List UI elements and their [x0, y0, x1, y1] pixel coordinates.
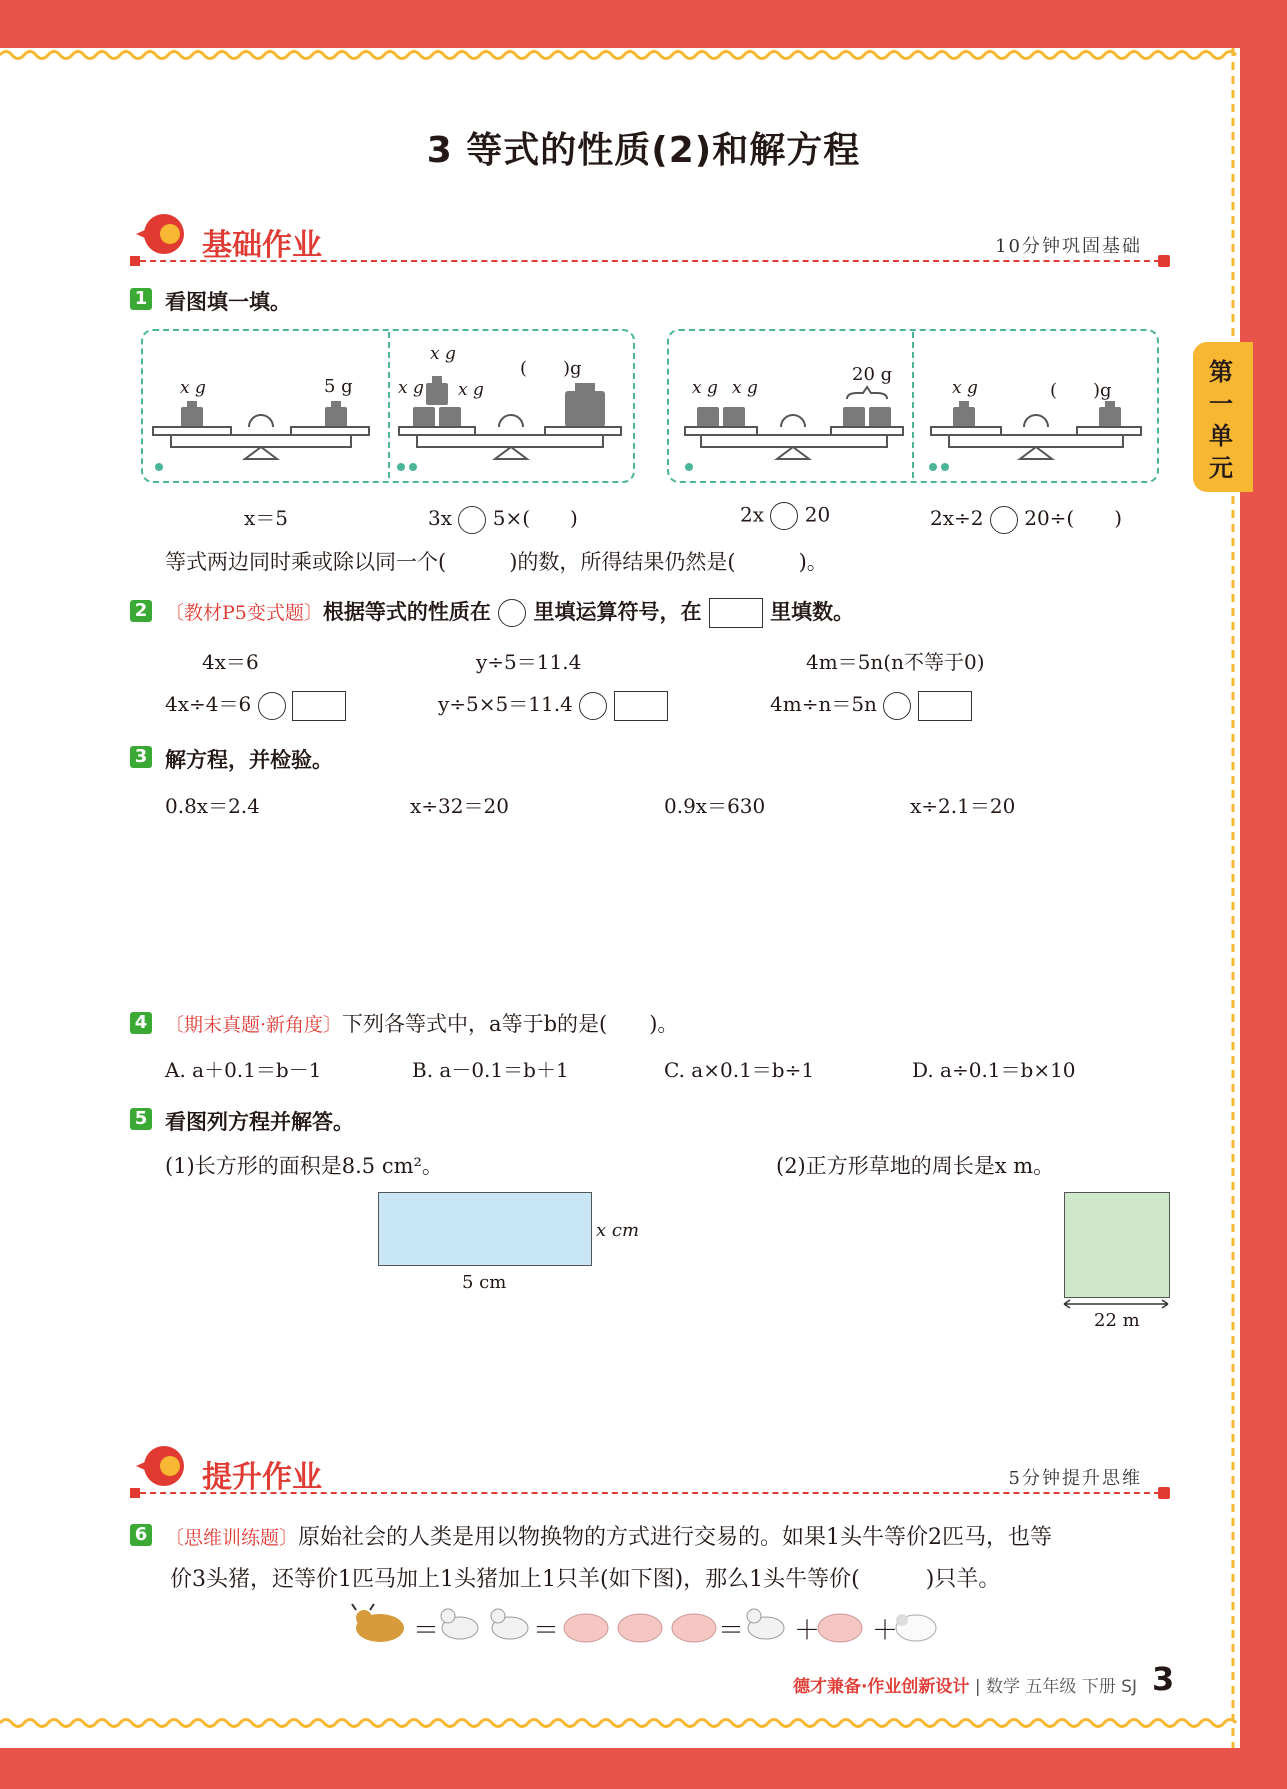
question-text: 解方程，并检验。 — [165, 748, 333, 772]
rectangle-figure — [378, 1192, 592, 1266]
equation-row — [740, 502, 830, 530]
choice-option[interactable]: B. a－0.1＝b＋1 — [412, 1058, 569, 1082]
number-box-blank[interactable] — [614, 691, 668, 721]
question-stem: 下列各等式中，a等于b的是( )。 — [342, 1012, 679, 1036]
pig-icon — [564, 1614, 608, 1642]
equation: x＝5 — [244, 506, 289, 530]
choice-option[interactable]: A. a＋0.1＝b－1 — [165, 1058, 322, 1082]
box-symbol — [709, 598, 763, 628]
sub-question: (1)长方形的面积是8.5 cm²。 — [165, 1154, 443, 1178]
question-number: 4 — [130, 1012, 152, 1034]
question-text — [165, 1008, 678, 1038]
weight-blank: ( )g — [520, 358, 582, 379]
choice-option[interactable]: D. a÷0.1＝b×10 — [912, 1058, 1076, 1082]
fill-row — [165, 688, 346, 721]
equation-to-solve: 0.8x＝2.4 — [165, 794, 260, 818]
weight-label: x g — [952, 378, 978, 398]
transformed-equation: 4m÷n＝5n — [770, 692, 877, 716]
weight-blank: ( )g — [1050, 380, 1112, 401]
equation-right: 5×( ) — [492, 506, 578, 530]
footer-brand: 德才兼备·作业创新设计 — [792, 1677, 970, 1697]
question-number: 3 — [130, 746, 152, 768]
ox-icon — [352, 1604, 404, 1642]
equation-row — [428, 502, 578, 534]
section-subtitle: 5分钟提升思维 — [1008, 1468, 1142, 1489]
section-label: 提升作业 — [202, 1460, 322, 1495]
operator-circle-blank[interactable] — [770, 502, 798, 530]
fill-row — [438, 688, 668, 721]
divider-line — [130, 260, 1170, 262]
page-title: 3 等式的性质(2)和解方程 — [426, 130, 861, 171]
pig-icon — [818, 1614, 862, 1642]
bottom-wave-border — [0, 1716, 1240, 1730]
operator-circle-blank[interactable] — [458, 506, 486, 534]
plus-sign: ＋ — [794, 1616, 821, 1646]
question-number: 5 — [130, 1108, 152, 1130]
circle-symbol — [498, 599, 526, 627]
weight-label: x g — [458, 380, 484, 400]
question-line: 原始社会的人类是用以物换物的方式进行交易的。如果1头牛等价2匹马，也等 — [298, 1525, 1053, 1550]
equation-left: 3x — [428, 506, 453, 530]
header-end-dot — [1158, 255, 1170, 267]
weight-label: x g — [180, 378, 206, 398]
transformed-equation: 4x÷4＝6 — [165, 692, 252, 716]
weight-label: 5 g — [324, 376, 353, 397]
operator-circle-blank[interactable] — [258, 692, 286, 720]
square-bottom-label: 22 m — [1094, 1310, 1140, 1331]
question-text — [165, 1520, 1052, 1551]
question-line: 价3头猪，还等价1匹马加上1头猪加上1只羊(如下图)，那么1头牛等价( )只羊。 — [170, 1567, 1001, 1592]
weight-label: x g — [398, 378, 424, 398]
instruction-part: 里填运算符号，在 — [533, 600, 702, 624]
trumpet-icon — [132, 1442, 194, 1494]
unit-side-tab — [1193, 342, 1253, 492]
conclusion-sentence: 等式两边同时乘或除以同一个( )的数，所得结果仍然是( )。 — [165, 550, 828, 574]
operator-circle-blank[interactable] — [579, 692, 607, 720]
instruction-part: 里填数。 — [770, 600, 855, 624]
question-number: 1 — [130, 288, 152, 310]
equation-right: 20÷( ) — [1024, 506, 1123, 530]
choice-option[interactable]: C. a×0.1＝b÷1 — [664, 1058, 815, 1082]
operator-circle-blank[interactable] — [883, 692, 911, 720]
page-number: 3 — [1152, 1660, 1175, 1698]
equation-to-solve: x÷2.1＝20 — [910, 794, 1016, 818]
equation-to-solve: x÷32＝20 — [410, 794, 509, 818]
divider-line — [130, 1492, 1170, 1494]
section-subtitle: 10分钟巩固基础 — [995, 236, 1142, 257]
animal-equation-illustration — [350, 1600, 950, 1650]
trumpet-icon — [132, 210, 194, 262]
given-equation: 4m＝5n(n不等于0) — [806, 650, 985, 674]
number-box-blank[interactable] — [292, 691, 346, 721]
equation-to-solve: 0.9x＝630 — [664, 794, 766, 818]
sub-question: (2)正方形草地的周长是x m。 — [776, 1154, 1055, 1178]
equals-sign: ＝ — [413, 1616, 440, 1646]
equals-sign: ＝ — [718, 1616, 745, 1646]
right-wave-border — [1226, 48, 1240, 1748]
question-tag: 〔教材P5变式题〕 — [165, 602, 323, 624]
question-text: 看图填一填。 — [165, 290, 291, 314]
pig-icon — [618, 1614, 662, 1642]
side-tab-char: 第 — [1209, 358, 1233, 386]
question-number: 2 — [130, 600, 152, 622]
rectangle-bottom-label: 5 cm — [462, 1272, 507, 1293]
side-tab-char: 元 — [1209, 454, 1233, 482]
section-label: 基础作业 — [202, 228, 322, 263]
footer-info — [793, 1672, 1137, 1697]
equals-sign: ＝ — [533, 1616, 560, 1646]
square-figure — [1064, 1192, 1170, 1298]
instruction-part: 根据等式的性质在 — [322, 600, 491, 624]
top-wave-border — [0, 48, 1240, 62]
section-header-advanced — [130, 1442, 1170, 1498]
rectangle-side-label: x cm — [596, 1220, 640, 1241]
side-tab-char: 一 — [1209, 390, 1233, 418]
weight-label: x g — [732, 378, 758, 398]
footer-book-info: | 数学 五年级 下册 SJ — [974, 1677, 1137, 1697]
weight-label: x g — [430, 344, 456, 364]
pig-icon — [672, 1614, 716, 1642]
given-equation: y÷5＝11.4 — [476, 650, 582, 674]
question-text: 看图列方程并解答。 — [165, 1110, 354, 1134]
side-tab-char: 单 — [1209, 422, 1233, 450]
equation-left: 2x — [740, 502, 765, 527]
equation-row — [930, 502, 1122, 534]
horse-icon — [747, 1609, 784, 1639]
operator-circle-blank[interactable] — [990, 506, 1018, 534]
given-equation: 4x＝6 — [202, 650, 259, 674]
transformed-equation: y÷5×5＝11.4 — [438, 692, 573, 716]
weight-label: 20 g — [852, 364, 893, 385]
horse-icon — [441, 1609, 478, 1639]
section-header-basic — [130, 210, 1170, 266]
weight-label: x g — [692, 378, 718, 398]
question-tag: 〔期末真题·新角度〕 — [165, 1014, 343, 1036]
header-end-dot — [1158, 1487, 1170, 1499]
dimension-arrow — [1062, 1298, 1172, 1310]
question-tag: 〔思维训练题〕 — [165, 1527, 299, 1549]
fill-row — [770, 688, 972, 721]
question-text — [165, 596, 854, 628]
sheep-icon — [896, 1614, 936, 1641]
equation-left: 2x÷2 — [930, 506, 984, 530]
equation-right: 20 — [804, 502, 831, 527]
balance-scales-illustration — [141, 329, 1155, 479]
plus-sign: ＋ — [872, 1616, 899, 1646]
question-number: 6 — [130, 1524, 152, 1546]
horse-icon — [491, 1609, 528, 1639]
number-box-blank[interactable] — [918, 691, 972, 721]
